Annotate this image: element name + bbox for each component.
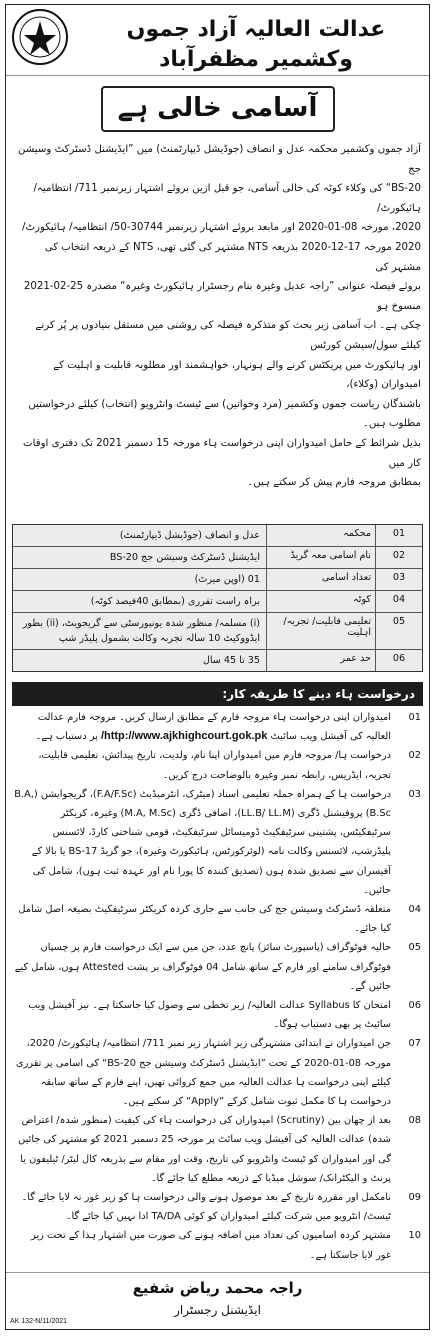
row-label: محکمہ bbox=[266, 525, 375, 546]
table-row bbox=[13, 613, 422, 650]
row-label: نام اسامی معہ گریڈ bbox=[266, 547, 375, 568]
intro-line: بذیل شرائط کے حامل امیدواران اپنی درخواست ہاء مورخہ 15 دسمبر 2021 تک دفتری اوقات کار میں bbox=[23, 437, 421, 469]
row-label: حد عمر bbox=[266, 650, 375, 671]
item-text: درخواست ہا کے ہمراہ جملہ تعلیمی اسناد (میٹرک، انٹرمیڈیٹ (F.A/F.Sc)، گریجوایشن (B.A, B.Sc) پروفیشنل ڈگری (LL.B/ LL.M)، اضافی ڈگری (M.A, M.Sc) وغیرہ، کریکٹر سرٹیفکیٹس، پشتینی سرٹیفکیٹ ڈومیسائل سرٹیفکیٹ، قومی شناختی کارڈ، لائسنس پلیڈرشپ، لائسنس وکالت نامہ (لوئرکورٹس، ہائیکورٹ وغیرہ)، جو گریڈ BS-17 یا بالا کے آفیسران سے تصدیق شدہ ہوں (تصدیق کنندہ کا پورا نام اور عہدہ ثبت ہوں)، شامل کی جائیں۔ bbox=[14, 788, 391, 896]
court-emblem-icon bbox=[10, 7, 70, 67]
list-item bbox=[14, 1226, 421, 1264]
table-row bbox=[13, 650, 422, 671]
intro-line: باشندگان ریاست جموں وکشمیر (مرد وخواتین) سے ٹیسٹ وانٹرویو (انتخاب) کیلئے درخواستیں مطلوب ہیں۔ bbox=[28, 398, 421, 430]
list-item bbox=[14, 996, 421, 1034]
intro-line: آزاد جموں وکشمیر محکمہ عدل و انصاف (جوڈیشل ڈیپارٹمنٹ) میں ”ایڈیشنل ڈسٹرکٹ وسیشن جج bbox=[17, 144, 421, 175]
intro-line: چکی ہے۔ اب آسامی زیر بحث کو متذکرہ فیصلہ کی روشنی میں مستقل بنیادوں پر پُر کرنے کیلئے سول/سیشن کورٹس bbox=[35, 320, 421, 351]
signature-block bbox=[6, 1272, 429, 1329]
item-number: 03 bbox=[408, 788, 421, 800]
intro-line: 2020، مورخہ 08-01-2020 اور مابعد بروئے اشتہار زیرنمبر 30744-50/ انتظامیہ/ ہائیکورٹ/ bbox=[22, 222, 421, 234]
row-number: 06 bbox=[375, 650, 422, 671]
row-number: 05 bbox=[375, 613, 422, 649]
item-text: بعد از چھان بین (Scrutiny) امیدواران کی درخواست ہاء کی کیفیت (منظور شدہ/ اعتراض شدہ) عدالت العالیہ کی آفیشل ویب سائٹ پر مورخہ 25 دسمبر 2021 کو مشتہر کی جائیں گی اور امیدواران کو ٹیسٹ وانٹرویو کی تاریخ، وقت اور مقام سے بذریعہ کال لیٹر/ ٹیلیفون یا پرنٹ و الیکٹرانک/ سوشل میڈیا کے ذریعہ مطلع کیا جائے گا۔ bbox=[18, 1115, 391, 1184]
intro-line: 2020 مورخہ 17-12-2020 بذریعہ NTS مشتہر کی گئی تھی، NTS کے ذریعہ انتخاب کی مشتہر کی bbox=[44, 241, 421, 273]
row-number: 04 bbox=[375, 591, 422, 612]
item-text: درخواست ہا/ مروجہ فارم میں امیدواران اپنا نام، ولدیت، تاریخ پیدائش، تعلیمی قابلیت، تجربہ، ایڈریس، رابطہ نمبر وغیرہ بالوضاحت درج کریں۔ bbox=[38, 750, 391, 781]
list-item bbox=[14, 938, 421, 996]
intro-line: بمطابق مروجہ فارم پیش کر سکتے ہیں۔ bbox=[247, 477, 421, 489]
item-number: 01 bbox=[408, 712, 421, 723]
table-row bbox=[13, 569, 422, 591]
list-item bbox=[14, 1034, 421, 1111]
row-label: تعلیمی قابلیت/ تجربہ/ اہلیت bbox=[266, 613, 375, 649]
advertisement-page bbox=[5, 4, 430, 1330]
item-text-part: امیدواران اپنی درخواست ہاء مروجہ فارم کے مطابق ارسال کریں۔ مروجہ فارم عدالت العالیہ کی آفیشل ویب سائیٹ bbox=[37, 712, 391, 743]
procedure-list bbox=[6, 706, 429, 1330]
item-number: 09 bbox=[408, 1192, 421, 1204]
item-number: 06 bbox=[408, 1000, 421, 1012]
item-number: 02 bbox=[408, 750, 421, 762]
website-link[interactable]: http://www.ajkhighcourt.gok.pk/ bbox=[100, 730, 268, 743]
item-number: 04 bbox=[408, 904, 421, 916]
item-text-part: پر دستیاب ہے۔ bbox=[35, 731, 98, 743]
table-row bbox=[13, 591, 422, 613]
procedure-heading: درخواست ہاء دینے کا طریقہ کار: bbox=[12, 682, 423, 706]
item-text: نامکمل اور مقررہ تاریخ کے بعد موصول ہونے والی درخواست ہا کو زیر غور نہ لایا جائے گا۔ ٹیسٹ/ انٹرویو میں شرکت کیلئے امیدواران کو کوئی TA/DA ادا نہیں کیا جائے گا۔ bbox=[21, 1192, 391, 1223]
list-item bbox=[14, 746, 421, 784]
item-text bbox=[14, 708, 391, 746]
row-label: تعداد اسامی bbox=[266, 569, 375, 590]
list-item bbox=[14, 708, 421, 746]
row-label: کوٹہ bbox=[266, 591, 375, 612]
intro-line: BS-20“ کی وکلاء کوٹہ کی خالی آسامی، جو قبل ازیں بروئے اشتہار زیرنمبر 711/ انتظامیہ/ ہائیکورٹ/ bbox=[33, 183, 421, 214]
item-text: جن امیدواران نے ابتدائی مشتہرگی زیر اشتہار زیر نمبر 711/ انتظامیہ/ ہائیکورٹ/ 2020، مورخہ 08-01-2020 کے تحت ”ایڈیشنل ڈسٹرکٹ وسیشن جج BS-20“ کی اسامی پر تقرری کیلئے اپنی درخواست ہا عدالت العالیہ میں جمع کروائی تھیں، اپنے فارم کے ساتھ سابقہ درخواست ہا کا مکمل ثبوت شامل کرکے ”Apply“ کر سکتے ہیں۔ bbox=[15, 1038, 391, 1108]
vacancy-banner: آسامی خالی ہے bbox=[101, 86, 335, 132]
row-number: 01 bbox=[375, 525, 422, 546]
post-details-table bbox=[12, 524, 423, 672]
signatory-name: راجہ محمد ریاض شفیع bbox=[132, 1279, 303, 1297]
reference-number: AK 132-N/11/2021 bbox=[10, 1318, 68, 1325]
item-number: 05 bbox=[408, 942, 421, 954]
list-item bbox=[14, 1111, 421, 1188]
list-item bbox=[14, 785, 421, 900]
item-number: 10 bbox=[408, 1230, 421, 1242]
list-item bbox=[14, 900, 421, 938]
row-number: 03 bbox=[375, 569, 422, 590]
item-text: امتحان کا Syllabus عدالت العالیہ/ زیر تخطی سے وصول کیا جاسکتا ہے۔ نیز آفیشل ویب سائیٹ پر بھی دستیاب ہوگا۔ bbox=[28, 1000, 391, 1031]
row-value: ایڈیشنل ڈسٹرکٹ وسیشن جج BS-20 bbox=[109, 552, 260, 563]
row-value: براہ راست تقرری (بمطابق 40فیصد کوٹہ) bbox=[90, 596, 260, 607]
header bbox=[6, 5, 429, 76]
intro-text bbox=[6, 136, 429, 520]
row-value: عدل و انصاف (جوڈیشل ڈیپارٹمنٹ) bbox=[119, 530, 260, 541]
row-value: 01 (اوپن میرٹ) bbox=[194, 574, 260, 585]
row-value: 35 تا 45 سال bbox=[202, 655, 260, 666]
table-row bbox=[13, 547, 422, 569]
item-number: 08 bbox=[408, 1115, 421, 1127]
intro-line: بروئے فیصلہ عنوانی ”راجہ عدیل وغیرہ بنام رجسٹرار ہائیکورٹ وغیرہ“ مصدرہ 25-02-2021 منسوخ ہو bbox=[23, 281, 421, 312]
signatory-title: ایڈیشنل رجسٹرار bbox=[174, 1303, 261, 1317]
intro-line: اور ہائیکورٹ میں پریکٹس کرنے والے ہونہار، خواہشمند اور مطلوبہ قابلیت و اہلیت کے امیدواران (وکلاء)، bbox=[53, 359, 421, 391]
court-title: عدالت العالیہ آزاد جموں وکشمیر مظفرآباد bbox=[126, 17, 386, 72]
list-item bbox=[14, 1188, 421, 1226]
item-text: حالیہ فوٹوگراف (پاسپورٹ سائز) پانچ عدد، جن میں سے ایک درخواست فارم پر چسپاں فوٹوگراف سامنے اور فارم کے ساتھ شامل 04 فوٹوگراف بر پشت Attested ہوں، شامل کیے جائیں گے۔ bbox=[14, 942, 391, 992]
row-value: (i) مسلمہ/ منظور شدہ یونیورسٹی سے گریجویٹ، (ii) بطور ایڈووکیٹ 10 سالہ تجربہ وکالت بشمول پلیڈر شپ bbox=[22, 618, 260, 644]
item-text: مشتہر کردہ اسامیوں کی تعداد میں اضافہ ہونے کی صورت میں اشتہار ہذا کے تحت زیر غور لایا جاسکتا ہے۔ bbox=[31, 1230, 391, 1261]
item-text: متعلقہ ڈسٹرکٹ وسیشن جج کی جانب سے جاری کردہ کریکٹر سرٹیفکیٹ بصیغہ اصل شامل کیا جائے۔ bbox=[18, 904, 391, 935]
row-number: 02 bbox=[375, 547, 422, 568]
table-row bbox=[13, 525, 422, 547]
item-number: 07 bbox=[408, 1038, 421, 1050]
